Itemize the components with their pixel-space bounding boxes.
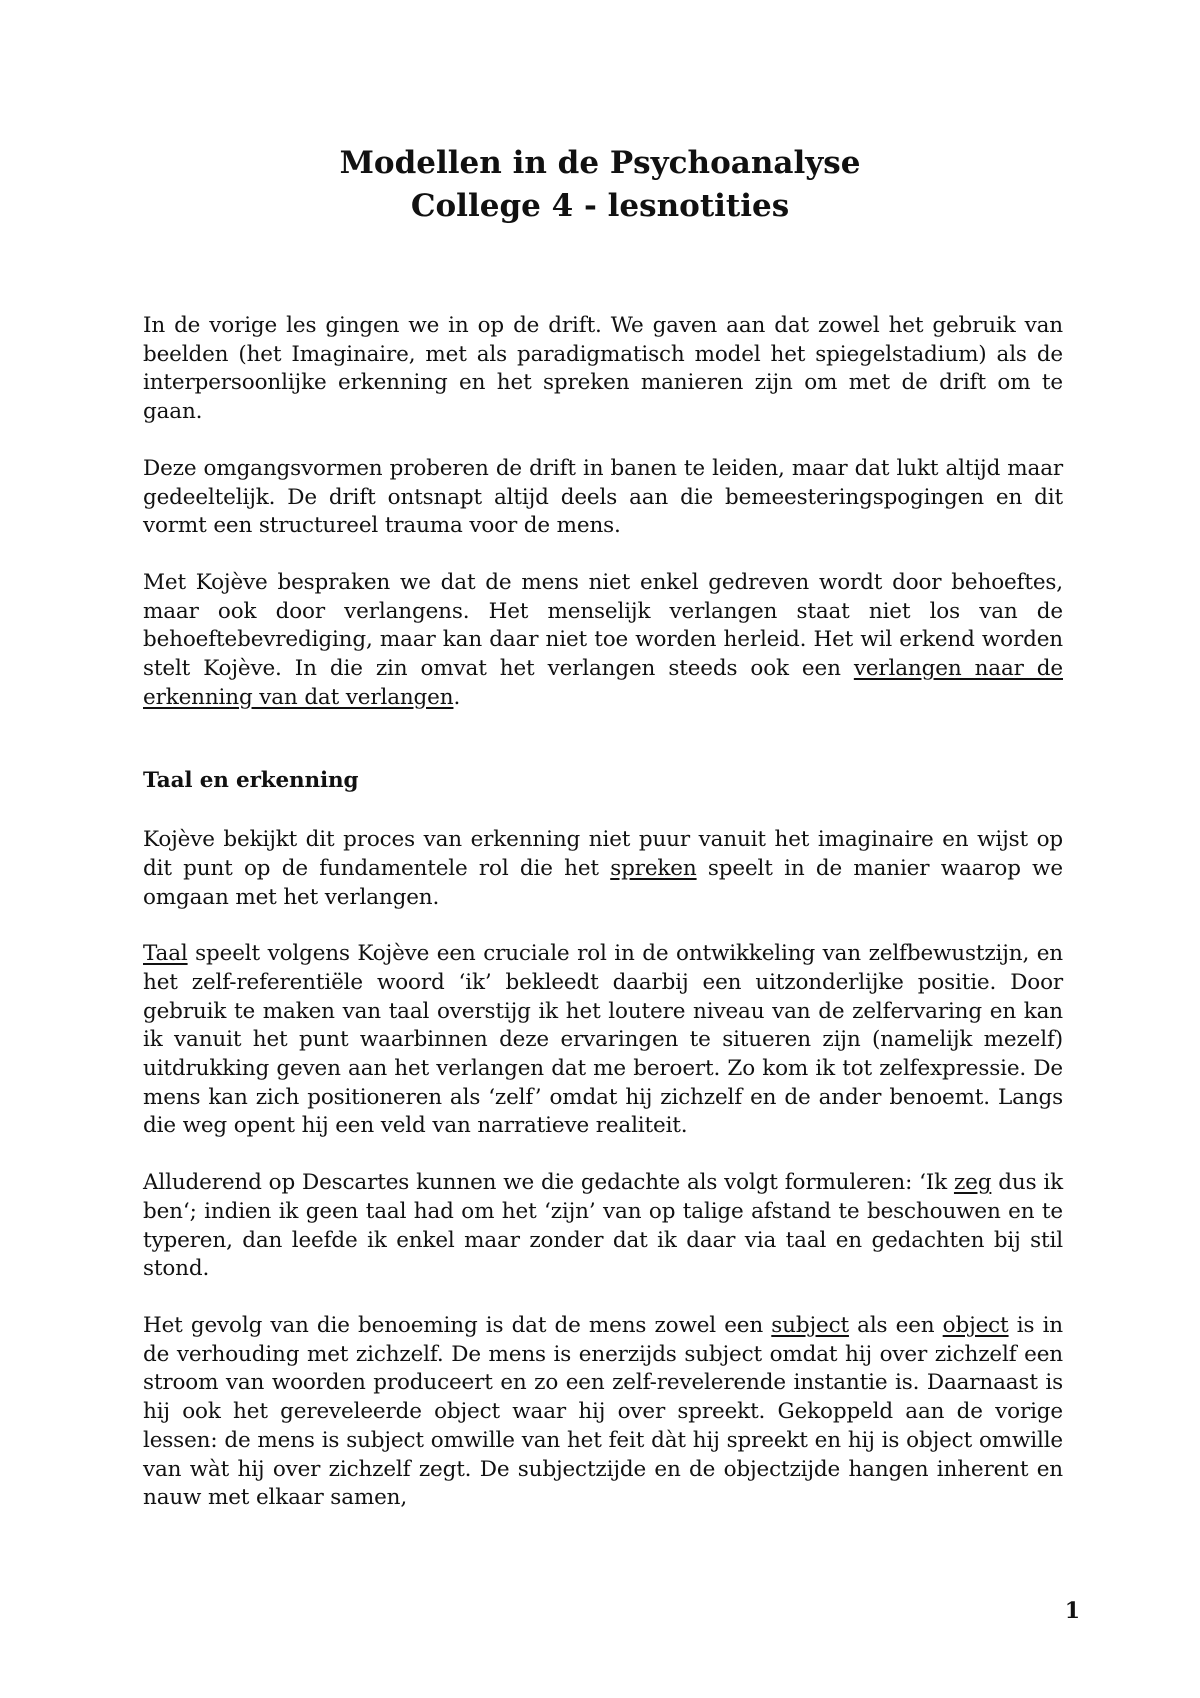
- paragraph-6-text: Alluderend op Descartes kunnen we die gedachte als volgt formuleren: ‘Ik: [143, 1170, 954, 1196]
- paragraph-7-mid: als een: [848, 1312, 943, 1338]
- paragraph-2: Deze omgangsvormen proberen de drift in banen te leiden, maar dat lukt altijd maar gedeeltelijk. De drift ontsnapt altijd deels aan die bemeesteringspogingen en dit vormt een structureel trauma voor de mens.: [143, 455, 1063, 539]
- paragraph-7-text: Het gevolg van die benoeming is dat de mens zowel een: [143, 1312, 772, 1338]
- paragraph-5: [143, 940, 1063, 1141]
- document-title: [0, 142, 1200, 228]
- underlined-word: subject: [771, 1312, 849, 1338]
- paragraph-5-text: speelt volgens Kojève een cruciale rol in de ontwikkeling van zelfbewustzijn, en het zelf-referentiële woord ‘ik’ bekleedt daarbij een uitzonderlijke positie. Door gebruik te maken van taal overstijg ik het loutere niveau van de zelfervaring en kan ik vanuit het punt waarbinnen deze ervaringen te situeren zijn (namelijk mezelf) uitdrukking geven aan het verlangen dat me beroert. Zo kom ik tot zelfexpressie. De mens kan zich positioneren als ‘zelf’ omdat hij zichzelf en de ander benoemt. Langs die weg opent hij een veld van narratieve realiteit.: [143, 941, 1063, 1139]
- underlined-word: Taal: [143, 941, 188, 967]
- section-heading: Taal en erkenning: [143, 768, 359, 794]
- paragraph-4-text: Kojève bekijkt dit proces van erkenning niet puur vanuit het imaginaire en wijst op dit punt op de fundamentele rol die het: [143, 827, 1063, 881]
- underlined-phrase: verlangen naar de erkenning van dat verlangen: [143, 656, 1063, 710]
- page-number: 1: [1064, 1598, 1080, 1624]
- paragraph-3: [143, 569, 1063, 713]
- document-body: [143, 312, 1063, 1541]
- paragraph-6: [143, 1169, 1063, 1284]
- underlined-word: spreken: [610, 855, 697, 881]
- paragraph-4: [143, 826, 1063, 912]
- paragraph-4-end: speelt in de manier waarop we omgaan met het verlangen.: [143, 855, 1063, 910]
- title-line-2: College 4 - lesnotities: [410, 188, 790, 224]
- underlined-word: zeg: [953, 1170, 992, 1196]
- paragraph-1: In de vorige les gingen we in op de drift. We gaven aan dat zowel het gebruik van beelden (het Imaginaire, met als paradigmatisch model het spiegelstadium) als de interpersoonlijke erkenning en het spreken manieren zijn om met de drift om te gaan.: [143, 313, 1063, 425]
- paragraph-3-end: .: [453, 684, 461, 710]
- paragraph-6-end: dus ik ben‘; indien ik geen taal had om het ‘zijn’ van op talige afstand te beschouwen en te typeren, dan leefde ik enkel maar zonder dat ik daar via taal en gedachten bij stil stond.: [143, 1170, 1063, 1282]
- title-line-1: Modellen in de Psychoanalyse: [339, 145, 861, 181]
- paragraph-7: [143, 1312, 1063, 1513]
- underlined-word: object: [942, 1312, 1009, 1338]
- paragraph-3-text: Met Kojève bespraken we dat de mens niet enkel gedreven wordt door behoeftes, maar ook door verlangens. Het menselijk verlangen staat niet los van de behoeftebevrediging, maar kan daar niet toe worden herleid. Het wil erkend worden stelt Kojève. In die zin omvat het verlangen steeds ook een: [143, 569, 1063, 682]
- paragraph-7-end: is in de verhouding met zichzelf. De mens is enerzijds subject omdat hij over zichzelf een stroom van woorden produceert en zo een zelf-revelerende instantie is. Daarnaast is hij ook het gereveleerde object waar hij over spreekt. Gekoppeld aan de vorige lessen: de mens is subject omwille van het feit dàt hij spreekt en hij is object omwille van wàt hij over zichzelf zegt. De subjectzijde en de objectzijde hangen inherent en nauw met elkaar samen,: [143, 1312, 1063, 1511]
